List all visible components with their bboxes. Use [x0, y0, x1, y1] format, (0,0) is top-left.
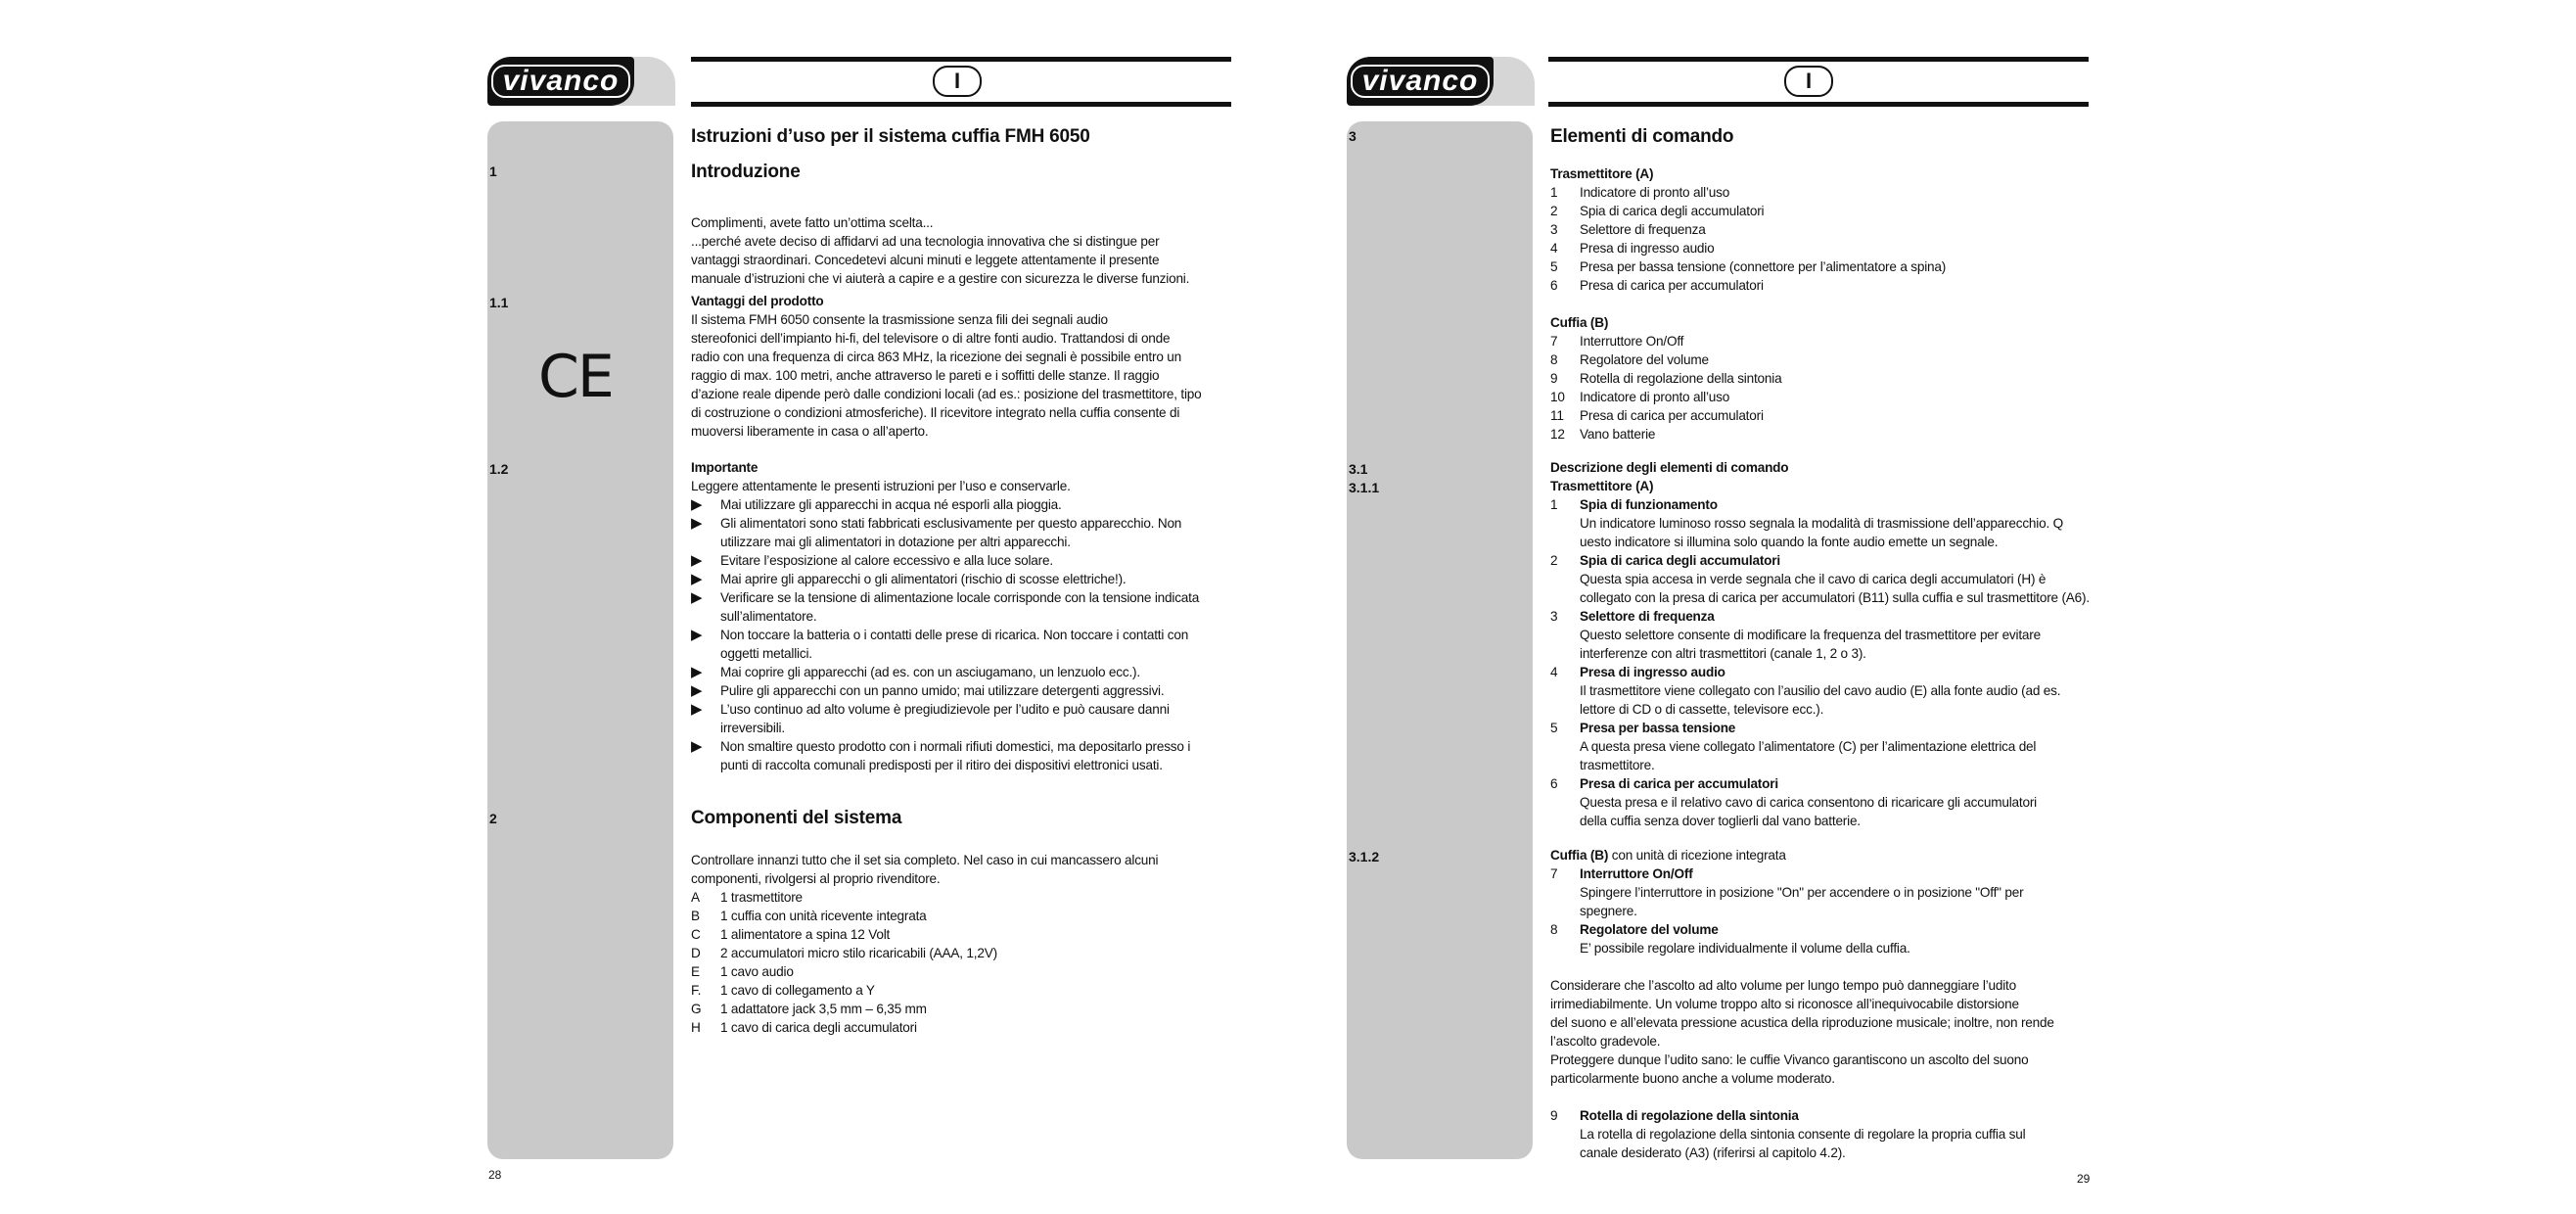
- text-line: spegnere.: [1580, 904, 1637, 918]
- item-title: Rotella di regolazione della sintonia: [1580, 1108, 1799, 1123]
- text-line: Considerare che l’ascolto ad alto volume per lungo tempo può danneggiare l’udito: [1550, 978, 2016, 993]
- item-value: 1 cavo di collegamento a Y: [720, 983, 875, 998]
- text-line: vantaggi straordinari. Concedetevi alcuni minuti e leggete attentamente il presente: [691, 253, 1160, 267]
- list-item: [691, 626, 1239, 663]
- text-line: Proteggere dunque l’udito sano: le cuffie Vivanco garantiscono un ascolto del suono: [1550, 1052, 2029, 1067]
- item-value: Spia di carica degli accumulatori: [1580, 204, 1765, 218]
- text-line: Mai utilizzare gli apparecchi in acqua né esporli alla pioggia.: [720, 497, 1062, 512]
- item-key: 3: [1550, 222, 1558, 237]
- list-item: [1550, 332, 2098, 350]
- section-heading: Elementi di comando: [1550, 126, 1734, 147]
- section-vantaggi: [691, 292, 1239, 441]
- item-title: Spia di funzionamento: [1580, 497, 1718, 512]
- text-line: Questa presa e il relativo cavo di carica consentono di ricaricare gli accumulatori: [1580, 795, 2037, 810]
- item-key: B: [691, 909, 700, 923]
- list-item: [1550, 1106, 2098, 1162]
- bullet-icon: ▶: [691, 496, 703, 513]
- section-heading: Vantaggi del prodotto: [691, 294, 824, 308]
- item-value: 2 accumulatori micro stilo ricaricabili (AAA, 1,2V): [720, 946, 997, 960]
- list-item: [691, 888, 1239, 907]
- list-item: [691, 495, 1239, 514]
- item-key: 5: [1550, 721, 1558, 735]
- item-key: 9: [1550, 371, 1558, 386]
- text-line: Un indicatore luminoso rosso segnala la modalità di trasmissione dell’apparecchio. Q: [1580, 516, 2063, 531]
- header-rule-top: [1548, 57, 2089, 62]
- section-heading: Componenti del sistema: [691, 808, 902, 828]
- text-line: La rotella di regolazione della sintonia consente di regolare la propria cuffia sul: [1580, 1127, 2026, 1142]
- text-line: interferenze con altri trasmettitori (canale 1, 2 o 3).: [1580, 646, 1866, 661]
- text-line: componenti, rivolgersi al proprio rivenditore.: [691, 871, 941, 886]
- list-item: [691, 944, 1239, 962]
- list-item: [1550, 350, 2098, 369]
- text-line: Evitare l’esposizione al calore eccessivo e alla luce solare.: [720, 553, 1053, 568]
- header-rule-top: [691, 57, 1231, 62]
- item-key: F.: [691, 983, 702, 998]
- list-item: [1550, 406, 2098, 425]
- item-key: 10: [1550, 390, 1565, 404]
- text-line: irreversibili.: [720, 721, 785, 735]
- item-key: 8: [1550, 922, 1558, 937]
- item-key: D: [691, 946, 701, 960]
- text-line: trasmettitore.: [1580, 758, 1655, 772]
- list-item: [1550, 388, 2098, 406]
- list-item: [1550, 202, 2098, 220]
- list-item: [1550, 719, 2098, 774]
- page-title: Istruzioni d’uso per il sistema cuffia FMH 6050: [691, 126, 1090, 147]
- item-key: 2: [1550, 204, 1558, 218]
- text-line: collegato con la presa di carica per accumulatori (B11) sulla cuffia e sul trasmettitore (A6).: [1580, 590, 2090, 605]
- text-line: sull’alimentatore.: [720, 609, 817, 624]
- text-line: Leggere attentamente le presenti istruzioni per l’uso e conservarle.: [691, 479, 1071, 493]
- item-value: Rotella di regolazione della sintonia: [1580, 371, 1782, 386]
- bullet-icon: ▶: [691, 682, 703, 699]
- text-line: Verificare se la tensione di alimentazione locale corrisponde con la tensione indicata: [720, 590, 1200, 605]
- text-line: lettore di CD o di cassette, televisore ecc.).: [1580, 702, 1824, 717]
- text-line: E’ possibile regolare individualmente il volume della cuffia.: [1580, 941, 1910, 956]
- item-value: Indicatore di pronto all’uso: [1580, 390, 1730, 404]
- list-item: [691, 700, 1239, 737]
- text-line: Il sistema FMH 6050 consente la trasmissione senza fili dei segnali audio: [691, 312, 1108, 327]
- item-key: 4: [1550, 241, 1558, 256]
- item-title: Selettore di frequenza: [1580, 609, 1715, 624]
- text-line: d’azione reale dipende però dalle condizioni locali (ad es.: posizione del trasmettitore, tipo: [691, 387, 1202, 401]
- list-item: [1550, 495, 2098, 551]
- item-title: Interruttore On/Off: [1580, 866, 1693, 881]
- text-line: uesto indicatore si illumina solo quando la fonte audio emette un segnale.: [1580, 535, 1999, 549]
- text-line: l’ascolto gradevole.: [1550, 1034, 1661, 1049]
- item-value: 1 cavo audio: [720, 964, 794, 979]
- list-item: [691, 588, 1239, 626]
- item-key: 1: [1550, 497, 1558, 512]
- text-line: canale desiderato (A3) (riferirsi al capitolo 4.2).: [1580, 1145, 1846, 1160]
- list-item: [1550, 220, 2098, 239]
- text-line: del suono e all’elevata pressione acustica della riproduzione musicale; inoltre, non rende: [1550, 1015, 2054, 1030]
- text-line: oggetti metallici.: [720, 646, 812, 661]
- list-item: [1550, 239, 2098, 257]
- section-number: 3: [1349, 128, 1357, 144]
- list-item: [1550, 663, 2098, 719]
- item-value: Vano batterie: [1580, 427, 1656, 442]
- section-descrizione: [1550, 458, 2098, 830]
- text-line: Questa spia accesa in verde segnala che il cavo di carica degli accumulatori (H) è: [1580, 572, 2047, 586]
- item-key: 6: [1550, 278, 1558, 293]
- text-line: punti di raccolta comunali predisposti per il ritiro dei dispositivi elettronici usati.: [720, 758, 1163, 772]
- section-cuffia: [1550, 846, 2098, 1162]
- item-key: H: [691, 1020, 701, 1035]
- item-title: Regolatore del volume: [1580, 922, 1719, 937]
- list-item: [691, 514, 1239, 551]
- list-item: [691, 737, 1239, 774]
- section-introduzione: [691, 161, 1239, 288]
- logo-text: vivanco: [491, 65, 631, 98]
- list-item: [691, 907, 1239, 925]
- text-line: Non smaltire questo prodotto con i normali rifiuti domestici, ma depositarlo presso i: [720, 739, 1191, 754]
- section-number: 2: [489, 811, 497, 826]
- section-heading: Descrizione degli elementi di comando: [1550, 460, 1789, 475]
- item-key: 7: [1550, 334, 1558, 349]
- item-value: 1 alimentatore a spina 12 Volt: [720, 927, 891, 942]
- subheading: Trasmettitore (A): [1550, 479, 1654, 493]
- bullet-icon: ▶: [691, 571, 703, 587]
- list-item: [691, 1018, 1239, 1037]
- header-rule-bottom: [691, 102, 1231, 107]
- ce-mark: CE: [538, 343, 613, 411]
- text-line: irrimediabilmente. Un volume troppo alto si riconosce all’inequivocabile distorsione: [1550, 997, 2019, 1011]
- item-value: Selettore di frequenza: [1580, 222, 1706, 237]
- header-rule-bottom: [1548, 102, 2089, 107]
- vivanco-logo-left: [487, 57, 675, 106]
- item-key: 2: [1550, 553, 1558, 568]
- item-key: E: [691, 964, 700, 979]
- item-title: Spia di carica degli accumulatori: [1580, 553, 1780, 568]
- list-item: [691, 570, 1239, 588]
- item-value: Presa per bassa tensione (connettore per l’alimentatore a spina): [1580, 259, 1947, 274]
- item-value: 1 trasmettitore: [720, 890, 803, 905]
- section-elementi: [1550, 125, 2098, 444]
- text-line: Mai coprire gli apparecchi (ad es. con un asciugamano, un lenzuolo ecc.).: [720, 665, 1140, 679]
- list-item: [691, 962, 1239, 981]
- text-line: Pulire gli apparecchi con un panno umido; mai utilizzare detergenti aggressivi.: [720, 683, 1165, 698]
- text-line: L’uso continuo ad alto volume è pregiudizievole per l’udito e può causare danni: [720, 702, 1170, 717]
- list-item: [691, 981, 1239, 1000]
- item-key: 11: [1550, 408, 1564, 423]
- item-value: Regolatore del volume: [1580, 352, 1709, 367]
- item-key: 8: [1550, 352, 1558, 367]
- text-line: Spingere l’interruttore in posizione "On" per accendere o in posizione "Off" per: [1580, 885, 2024, 900]
- text-line: stereofonici dell’impianto hi-fi, del televisore o di altre fonti audio. Trattandosi di onde: [691, 331, 1171, 346]
- item-title: Presa di carica per accumulatori: [1580, 776, 1778, 791]
- left-sidebar: [487, 121, 673, 1159]
- subheading: Trasmettitore (A): [1550, 166, 1654, 181]
- text-line: particolarmente buono anche a volume moderato.: [1550, 1071, 1835, 1086]
- section-number: 1.1: [489, 295, 509, 310]
- item-key: 5: [1550, 259, 1558, 274]
- item-value: Presa di carica per accumulatori: [1580, 278, 1764, 293]
- section-number: 1: [489, 163, 497, 179]
- text-line: Questo selettore consente di modificare la frequenza del trasmettitore per evitare: [1580, 628, 2041, 642]
- item-key: 4: [1550, 665, 1558, 679]
- list-item: [1550, 425, 2098, 444]
- section-heading: Importante: [691, 460, 759, 475]
- subheading-rest: con unità di ricezione integrata: [1608, 848, 1786, 863]
- text-line: ...perché avete deciso di affidarvi ad una tecnologia innovativa che si distingue per: [691, 234, 1160, 249]
- item-value: Interruttore On/Off: [1580, 334, 1684, 349]
- list-item: [691, 925, 1239, 944]
- bullet-icon: ▶: [691, 627, 703, 643]
- subheading: Cuffia (B): [1550, 848, 1609, 863]
- item-title: Presa per bassa tensione: [1580, 721, 1736, 735]
- bullet-icon: ▶: [691, 664, 703, 680]
- list-item: [1550, 774, 2098, 830]
- list-item: [1550, 607, 2098, 663]
- list-item: [1550, 551, 2098, 607]
- section-number: 3.1.1: [1349, 480, 1380, 495]
- item-key: A: [691, 890, 700, 905]
- language-badge: I: [933, 66, 982, 97]
- text-line: Controllare innanzi tutto che il set sia completo. Nel caso in cui mancassero alcuni: [691, 853, 1159, 867]
- item-key: 12: [1550, 427, 1565, 442]
- text-line: Complimenti, avete fatto un’ottima scelta...: [691, 215, 934, 230]
- list-item: [1550, 257, 2098, 276]
- logo-text: vivanco: [1351, 65, 1491, 98]
- item-value: 1 cuffia con unità ricevente integrata: [720, 909, 927, 923]
- language-badge: I: [1784, 66, 1833, 97]
- text-line: manuale d’istruzioni che vi aiuterà a capire e a gestire con sicurezza le diverse funzioni.: [691, 271, 1190, 286]
- list-item: [1550, 369, 2098, 388]
- bullet-icon: ▶: [691, 552, 703, 569]
- section-heading: Introduzione: [691, 162, 801, 182]
- subheading: Cuffia (B): [1550, 315, 1609, 330]
- bullet-icon: ▶: [691, 701, 703, 718]
- section-importante: [691, 458, 1239, 774]
- item-value: Indicatore di pronto all’uso: [1580, 185, 1730, 200]
- text-line: raggio di max. 100 metri, anche attraverso le pareti e i soffitti delle stanze. Il raggio: [691, 368, 1160, 383]
- section-number: 3.1: [1349, 461, 1368, 477]
- section-number: 3.1.2: [1349, 849, 1380, 864]
- item-key: 3: [1550, 609, 1558, 624]
- list-item: [691, 681, 1239, 700]
- bullet-icon: ▶: [691, 738, 703, 755]
- list-item: [1550, 276, 2098, 295]
- bullet-icon: ▶: [691, 515, 703, 532]
- text-line: utilizzare mai gli alimentatori in dotazione per altri apparecchi.: [720, 535, 1071, 549]
- text-line: Il trasmettitore viene collegato con l’ausilio del cavo audio (E) alla fonte audio (ad es.: [1580, 683, 2061, 698]
- list-item: [691, 551, 1239, 570]
- text-line: radio con una frequenza di circa 863 MHz, la ricezione dei segnali è possibile entro un: [691, 350, 1181, 364]
- page-number-right: 29: [2077, 1172, 2091, 1186]
- page-number-left: 28: [488, 1168, 502, 1182]
- item-value: Presa di ingresso audio: [1580, 241, 1715, 256]
- item-key: 7: [1550, 866, 1558, 881]
- item-value: 1 adattatore jack 3,5 mm – 6,35 mm: [720, 1002, 927, 1016]
- list-item: [691, 663, 1239, 681]
- text-line: Gli alimentatori sono stati fabbricati esclusivamente per questo apparecchio. Non: [720, 516, 1182, 531]
- section-componenti: [691, 807, 1239, 1037]
- item-value: Presa di carica per accumulatori: [1580, 408, 1764, 423]
- item-key: 1: [1550, 185, 1558, 200]
- text-line: di costruzione o condizioni atmosferiche). Il ricevitore integrato nella cuffia consente di: [691, 405, 1180, 420]
- right-sidebar: [1347, 121, 1533, 1159]
- text-line: A questa presa viene collegato l’alimentatore (C) per l’alimentazione elettrica del: [1580, 739, 2037, 754]
- item-key: G: [691, 1002, 702, 1016]
- item-title: Presa di ingresso audio: [1580, 665, 1725, 679]
- item-key: 9: [1550, 1108, 1558, 1123]
- text-line: Non toccare la batteria o i contatti delle prese di ricarica. Non toccare i contatti con: [720, 628, 1189, 642]
- list-item: [1550, 183, 2098, 202]
- vivanco-logo-right: [1347, 57, 1535, 106]
- item-value: 1 cavo di carica degli accumulatori: [720, 1020, 917, 1035]
- list-item: [1550, 864, 2098, 920]
- section-number: 1.2: [489, 461, 509, 477]
- bullet-icon: ▶: [691, 589, 703, 606]
- item-key: C: [691, 927, 701, 942]
- item-key: 6: [1550, 776, 1558, 791]
- text-line: della cuffia senza dover toglierli dal vano batterie.: [1580, 814, 1861, 828]
- list-item: [691, 1000, 1239, 1018]
- text-line: Mai aprire gli apparecchi o gli alimentatori (rischio di scosse elettriche!).: [720, 572, 1127, 586]
- list-item: [1550, 920, 2098, 957]
- text-line: muoversi liberamente in casa o all’aperto.: [691, 424, 929, 439]
